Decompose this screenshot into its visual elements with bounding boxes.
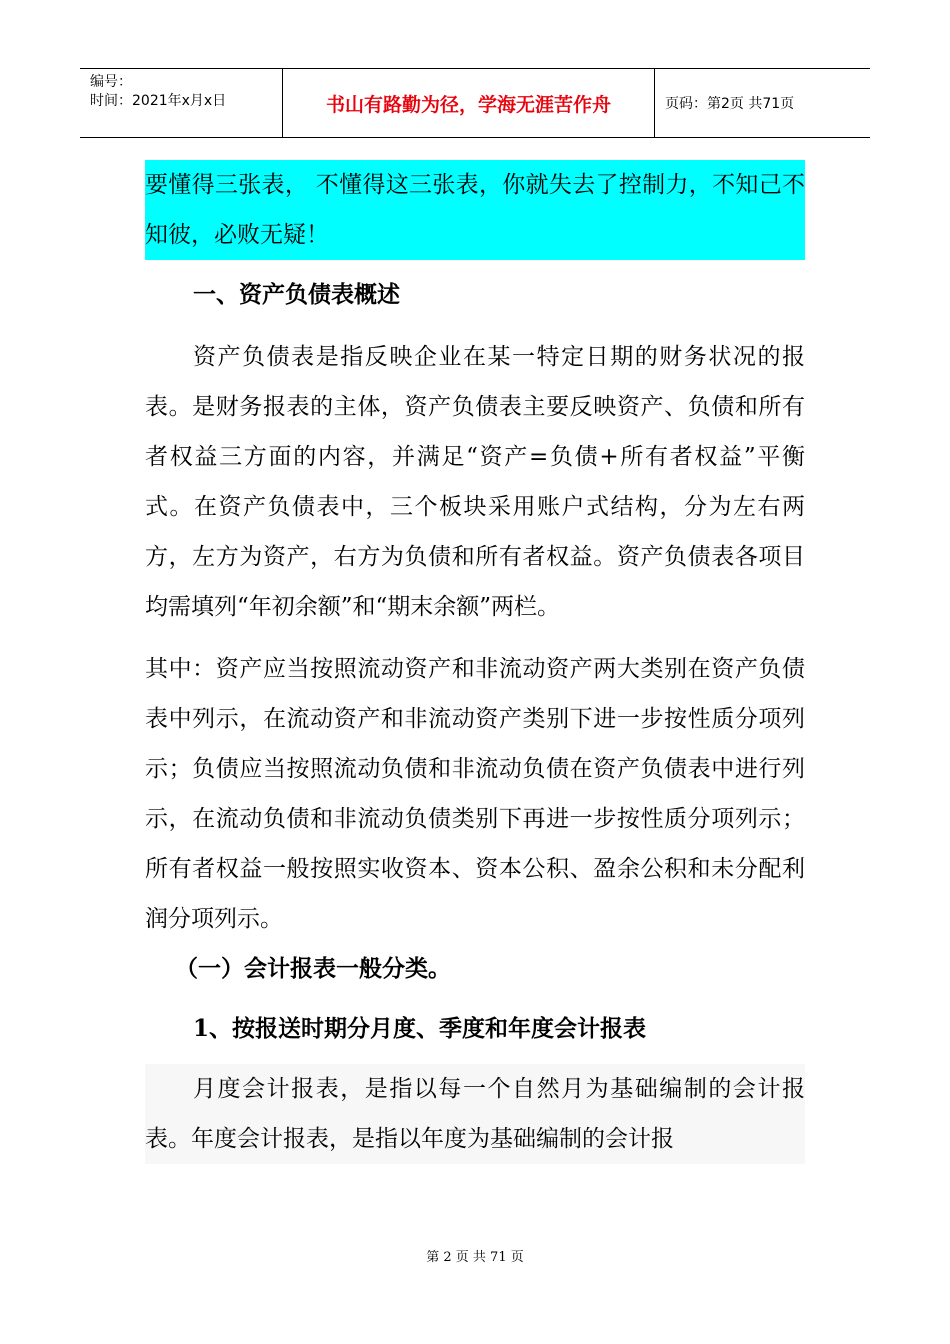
- paragraph-balance-sheet-items: 其中：资产应当按照流动资产和非流动资产两大类别在资产负债表中列示，在流动资产和非流动资产类别下进一步按性质分项列示；负债应当按照流动负债和非流动负债在资产负债表中进行列示，在流动负债和非流动负债类别下再进一步按性质分项列示；所有者权益一般按照实收资本、资本公积、盈余公积和未分配利润分项列示。: [145, 656, 805, 932]
- page-footer: 第 2 页 共 71 页: [426, 1250, 524, 1265]
- header-code-label: 编号：: [90, 74, 132, 90]
- paragraph-balance-sheet-definition: 资产负债表是指反映企业在某一特定日期的财务状况的报表。是财务报表的主体，资产负债表主要反映资产、负债和所有者权益三方面的内容，并满足“资产=负债+所有者权益”平衡式。在资产负债表中，三个板块采用账户式结构，分为左右两方，左方为资产，右方为负债和所有者权益。资产负债表各项目均需填列“年初余额”和“期末余额”两栏。: [145, 344, 805, 620]
- item-title-reporting-period: 1、按报送时期分月度、季度和年度会计报表: [193, 1015, 647, 1042]
- document-body: [145, 160, 805, 1164]
- header-meta: [80, 69, 282, 137]
- subsection-title-report-classification: （一）会计报表一般分类。: [175, 955, 451, 982]
- header-time-label: 时间：2021年x月x日: [90, 93, 227, 109]
- section-title-balance-sheet: 一、资产负债表概述: [193, 281, 400, 308]
- paragraph-monthly-annual-reports: 月度会计报表，是指以每一个自然月为基础编制的会计报表。年度会计报表，是指以年度为基础编制的会计报: [145, 1064, 805, 1164]
- intro-highlight-paragraph: [145, 160, 805, 260]
- header-motto: 书山有路勤为径，学海无涯苦作舟: [282, 69, 655, 137]
- page-header-table: [80, 68, 870, 138]
- header-page-info: 页码：第2页 共71页: [665, 96, 795, 112]
- intro-highlight-text: 要懂得三张表， 不懂得这三张表，你就失去了控制力，不知己不知彼，必败无疑！: [145, 160, 805, 260]
